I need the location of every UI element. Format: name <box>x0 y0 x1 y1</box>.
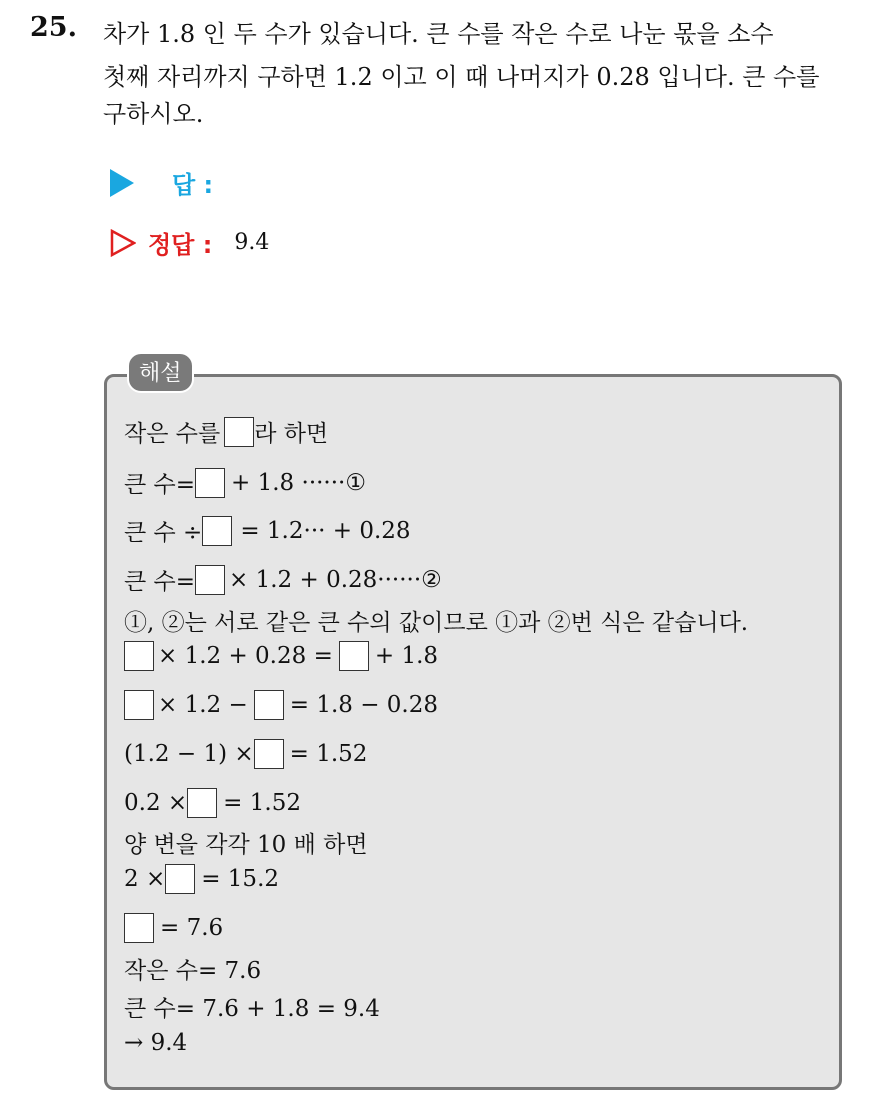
play-filled-icon <box>110 169 134 197</box>
blank-box <box>124 690 154 720</box>
blank-box <box>254 739 284 769</box>
explanation-line <box>124 990 380 1023</box>
blank-box <box>202 516 232 546</box>
answer-label: 답 : <box>172 171 214 199</box>
explanation-line <box>124 514 411 547</box>
explanation-line <box>124 788 301 818</box>
line-text: (1.2 − 1) × <box>124 741 254 767</box>
line-text: 큰 수= <box>124 569 196 595</box>
blank-box <box>195 468 225 498</box>
play-outline-icon <box>110 229 136 257</box>
line-text: = 15.2 <box>201 866 280 892</box>
blank-box <box>124 641 154 671</box>
line-text: = 1.8 − 0.28 <box>289 692 439 718</box>
explanation-line <box>124 563 442 596</box>
explanation-tag: 해설 <box>127 352 194 393</box>
explanation-line <box>124 1030 187 1056</box>
blank-box <box>165 864 195 894</box>
line-text: 라 하면 <box>254 421 329 447</box>
correct-answer-row <box>110 225 269 260</box>
line-text: 큰 수 ÷ <box>124 520 203 546</box>
correct-answer-label: 정답 : <box>148 231 213 259</box>
line-text: ①, ②는 서로 같은 큰 수의 값이므로 ①과 ②번 식은 같습니다. <box>124 610 749 636</box>
correct-answer-value: 9.4 <box>234 230 270 255</box>
line-text: 작은 수를 <box>124 421 221 447</box>
line-text: = 1.52 <box>223 790 301 816</box>
line-text: = 1.52 <box>289 741 368 767</box>
line-text: → 9.4 <box>124 1030 188 1056</box>
question-text-line-1: 차가 1.8 인 두 수가 있습니다. 큰 수를 작은 수로 나눈 몫을 소수 <box>103 20 774 48</box>
question-number: 25. <box>30 12 77 43</box>
blank-box <box>254 690 284 720</box>
line-text: + 1.8 <box>374 643 439 669</box>
explanation-line <box>124 864 279 894</box>
line-text: 큰 수= <box>124 472 196 498</box>
explanation-line <box>124 739 367 769</box>
line-text: × 1.2 + 0.28······② <box>229 566 442 593</box>
blank-box <box>195 565 225 595</box>
question-text-line-3: 구하시오. <box>103 100 204 128</box>
blank-box <box>224 417 254 447</box>
line-text: 큰 수= 7.6 + 1.8 = 9.4 <box>124 996 380 1022</box>
explanation-line <box>124 913 223 943</box>
line-text: 2 × <box>124 866 166 892</box>
explanation-line <box>124 826 368 859</box>
line-text: 0.2 × <box>124 790 188 816</box>
blank-box <box>124 913 154 943</box>
blank-box <box>187 788 217 818</box>
line-text: 작은 수= 7.6 <box>124 958 262 984</box>
line-text: + 1.8 ······① <box>231 469 366 496</box>
question-text-line-2: 첫째 자리까지 구하면 1.2 이고 이 때 나머지가 0.28 입니다. 큰 수를 <box>103 63 820 91</box>
explanation-line <box>124 604 748 637</box>
explanation-line <box>124 415 328 448</box>
line-text: = 1.2··· + 0.28 <box>240 517 411 544</box>
explanation-line <box>124 952 261 985</box>
line-text: 양 변을 각각 10 배 하면 <box>124 832 368 858</box>
explanation-line <box>124 641 438 671</box>
line-text: = 7.6 <box>160 915 224 941</box>
blank-box <box>339 641 369 671</box>
line-text: × 1.2 − <box>158 692 248 718</box>
line-text: × 1.2 + 0.28 = <box>158 643 333 669</box>
explanation-line <box>124 690 438 720</box>
answer-row <box>110 165 213 200</box>
explanation-line <box>124 466 366 499</box>
